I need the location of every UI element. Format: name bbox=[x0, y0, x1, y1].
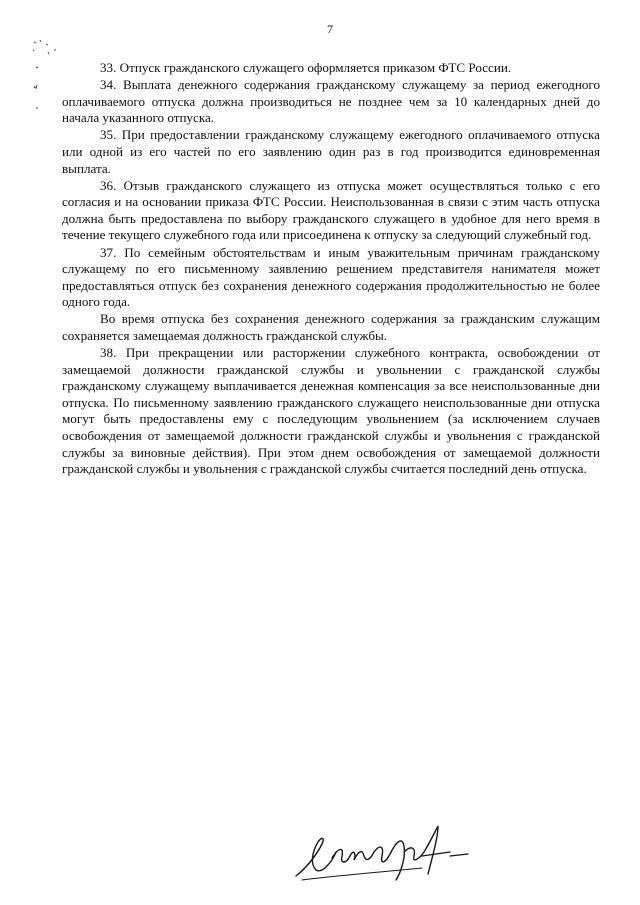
document-body bbox=[62, 60, 600, 478]
paragraph-35: 35. При предоставлении гражданскому служащему ежегодного оплачиваемого отпуска или одной из его частей по его заявлению один раз в год производится единовременная выплата. bbox=[62, 127, 600, 176]
paragraph-37-continuation: Во время отпуска без сохранения денежного содержания за гражданским служащим сохраняется замещаемая должность гражданской службы. bbox=[62, 311, 600, 343]
handwritten-signature bbox=[292, 818, 482, 888]
page-number: 7 bbox=[327, 22, 333, 36]
paragraph-36: 36. Отзыв гражданского служащего из отпуска может осуществляться только с его согласия и на основании приказа ФТС России. Неиспользованная в связи с этим часть отпуска должна быть предоставлена по выбору гражданского служащего в удобное для него время в течение текущего служебного года или присоединена к отпуску за следующий служебный год. bbox=[62, 177, 600, 243]
paragraph-38: 38. При прекращении или расторжении служебного контракта, освобождении от замещаемой должности гражданской службы и увольнении с гражданской службы гражданскому служащему выплачивается денежная компенсация за все неиспользованные дни отпуска. По письменному заявлению гражданского служащего неиспользованные дни отпуска могут быть предоставлены ему с последующим увольнением (за исключением случаев освобождения от замещаемой должности гражданской службы и увольнения с гражданской службы за виновные действия). При этом днем освобождения от замещаемой должности гражданской службы и увольнения с гражданской службы считается последний день отпуска. bbox=[62, 345, 600, 477]
paragraph-33: 33. Отпуск гражданского служащего оформляется приказом ФТС России. bbox=[100, 60, 512, 75]
paragraph-37: 37. По семейным обстоятельствам и иным уважительным причинам гражданскому служащему по его письменному заявлению решением представителя нанимателя может предоставляться отпуск без сохранения денежного содержания продолжительностью не более одного года. bbox=[62, 244, 600, 310]
paragraph-34: 34. Выплата денежного содержания гражданскому служащему за период ежегодного оплачиваемого отпуска должна производиться не позднее чем за 10 календарных дней до начала указанного отпуска. bbox=[62, 77, 600, 126]
